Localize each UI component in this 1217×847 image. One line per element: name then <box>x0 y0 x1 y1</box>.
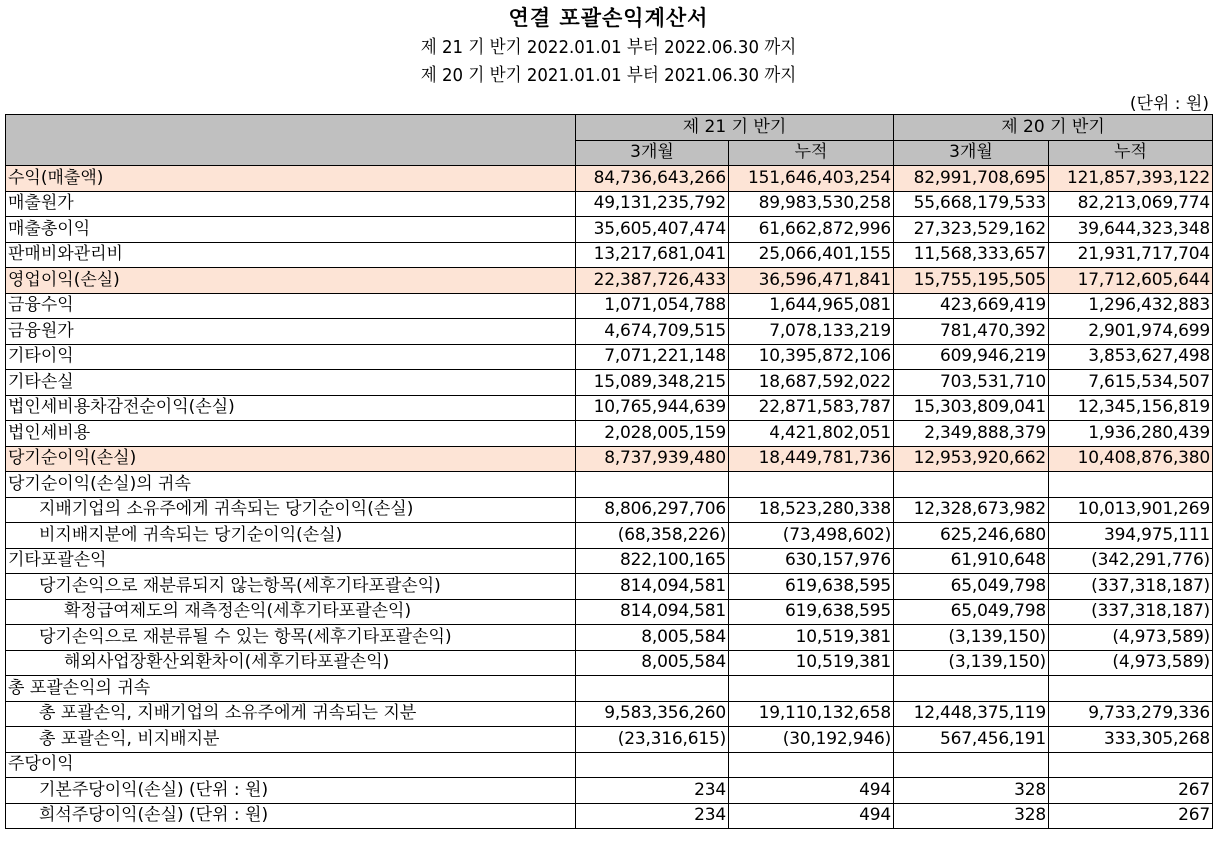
header-account-cell <box>6 115 576 166</box>
value-prior-3months: 609,946,219 <box>894 344 1049 370</box>
value-prior-cumulative: 82,213,069,774 <box>1049 191 1213 217</box>
value-prior-cumulative <box>1049 472 1213 498</box>
value-current-cumulative: 494 <box>729 803 894 829</box>
row-label: 금융원가 <box>6 319 576 345</box>
value-current-3months: 4,674,709,515 <box>576 319 729 345</box>
table-row <box>6 191 1213 217</box>
value-prior-3months: 328 <box>894 778 1049 804</box>
value-current-3months: 822,100,165 <box>576 548 729 574</box>
table-row <box>6 319 1213 345</box>
table-row <box>6 650 1213 676</box>
value-current-3months: 84,736,643,266 <box>576 166 729 192</box>
value-prior-cumulative: 1,296,432,883 <box>1049 293 1213 319</box>
value-current-cumulative <box>729 472 894 498</box>
value-prior-cumulative: 2,901,974,699 <box>1049 319 1213 345</box>
value-prior-cumulative: 39,644,323,348 <box>1049 217 1213 243</box>
table-row <box>6 523 1213 549</box>
value-current-3months: 10,765,944,639 <box>576 395 729 421</box>
value-prior-3months: 11,568,333,657 <box>894 242 1049 268</box>
value-current-cumulative: 36,596,471,841 <box>729 268 894 294</box>
value-prior-3months <box>894 676 1049 702</box>
value-current-cumulative <box>729 752 894 778</box>
value-current-cumulative: 1,644,965,081 <box>729 293 894 319</box>
row-label: 총 포괄손익, 비지배지분 <box>6 727 576 753</box>
row-label: 당기손익으로 재분류될 수 있는 항목(세후기타포괄손익) <box>6 625 576 651</box>
value-current-3months: 8,737,939,480 <box>576 446 729 472</box>
value-prior-3months: 61,910,648 <box>894 548 1049 574</box>
value-prior-cumulative: 7,615,534,507 <box>1049 370 1213 396</box>
value-current-3months: 49,131,235,792 <box>576 191 729 217</box>
value-current-cumulative: 61,662,872,996 <box>729 217 894 243</box>
value-current-cumulative: 89,983,530,258 <box>729 191 894 217</box>
table-row <box>6 548 1213 574</box>
value-current-cumulative <box>729 676 894 702</box>
value-current-cumulative: 25,066,401,155 <box>729 242 894 268</box>
value-prior-3months: 65,049,798 <box>894 599 1049 625</box>
value-current-3months <box>576 472 729 498</box>
row-label: 법인세비용차감전순이익(손실) <box>6 395 576 421</box>
table-row <box>6 727 1213 753</box>
value-prior-cumulative <box>1049 676 1213 702</box>
row-label: 금융수익 <box>6 293 576 319</box>
table-row <box>6 242 1213 268</box>
value-prior-3months: 15,755,195,505 <box>894 268 1049 294</box>
value-current-3months <box>576 676 729 702</box>
income-statement-table <box>5 114 1213 829</box>
value-prior-3months: 567,456,191 <box>894 727 1049 753</box>
value-prior-3months: 12,448,375,119 <box>894 701 1049 727</box>
table-row <box>6 217 1213 243</box>
value-prior-cumulative: 121,857,393,122 <box>1049 166 1213 192</box>
header-period-prior: 제 20 기 반기 <box>894 115 1213 141</box>
value-prior-3months: 2,349,888,379 <box>894 421 1049 447</box>
table-row <box>6 395 1213 421</box>
value-current-cumulative: 630,157,976 <box>729 548 894 574</box>
table-row <box>6 599 1213 625</box>
header-current-cumulative: 누적 <box>729 140 894 166</box>
table-row <box>6 676 1213 702</box>
value-prior-3months <box>894 752 1049 778</box>
value-current-3months: 9,583,356,260 <box>576 701 729 727</box>
value-prior-3months: (3,139,150) <box>894 650 1049 676</box>
row-label: 매출원가 <box>6 191 576 217</box>
value-current-3months <box>576 752 729 778</box>
table-row <box>6 778 1213 804</box>
value-current-3months: 1,071,054,788 <box>576 293 729 319</box>
value-current-3months: 7,071,221,148 <box>576 344 729 370</box>
row-label: 기타손실 <box>6 370 576 396</box>
table-row <box>6 421 1213 447</box>
value-prior-cumulative: 21,931,717,704 <box>1049 242 1213 268</box>
value-prior-3months: (3,139,150) <box>894 625 1049 651</box>
row-label: 수익(매출액) <box>6 166 576 192</box>
value-prior-cumulative: 17,712,605,644 <box>1049 268 1213 294</box>
value-current-3months: 814,094,581 <box>576 599 729 625</box>
table-row <box>6 268 1213 294</box>
value-current-cumulative: 10,519,381 <box>729 625 894 651</box>
period-line-prior: 제 20 기 반기 2021.01.01 부터 2021.06.30 까지 <box>420 65 797 86</box>
value-prior-3months: 12,953,920,662 <box>894 446 1049 472</box>
row-label: 당기손익으로 재분류되지 않는항목(세후기타포괄손익) <box>6 574 576 600</box>
value-prior-cumulative: 1,936,280,439 <box>1049 421 1213 447</box>
value-current-cumulative: 619,638,595 <box>729 599 894 625</box>
value-current-3months: 2,028,005,159 <box>576 421 729 447</box>
row-label: 매출총이익 <box>6 217 576 243</box>
table-body <box>6 166 1213 829</box>
value-prior-3months: 15,303,809,041 <box>894 395 1049 421</box>
value-prior-cumulative: 267 <box>1049 778 1213 804</box>
document-title: 연결 포괄손익계산서 <box>508 6 709 30</box>
value-prior-3months: 65,049,798 <box>894 574 1049 600</box>
row-label: 판매비와관리비 <box>6 242 576 268</box>
value-current-3months: 15,089,348,215 <box>576 370 729 396</box>
value-prior-cumulative: 12,345,156,819 <box>1049 395 1213 421</box>
value-prior-3months: 703,531,710 <box>894 370 1049 396</box>
value-prior-3months: 781,470,392 <box>894 319 1049 345</box>
row-label: 총 포괄손익, 지배기업의 소유주에게 귀속되는 지분 <box>6 701 576 727</box>
value-prior-3months: 423,669,419 <box>894 293 1049 319</box>
value-current-3months: 35,605,407,474 <box>576 217 729 243</box>
value-prior-cumulative: 267 <box>1049 803 1213 829</box>
row-label: 기타이익 <box>6 344 576 370</box>
table-row <box>6 344 1213 370</box>
row-label: 지배기업의 소유주에게 귀속되는 당기순이익(손실) <box>6 497 576 523</box>
value-current-cumulative: (73,498,602) <box>729 523 894 549</box>
value-current-cumulative: 22,871,583,787 <box>729 395 894 421</box>
header-period-current: 제 21 기 반기 <box>576 115 894 141</box>
row-label: 해외사업장환산외환차이(세후기타포괄손익) <box>6 650 576 676</box>
value-current-3months: 234 <box>576 778 729 804</box>
table-row <box>6 752 1213 778</box>
value-prior-cumulative: 10,013,901,269 <box>1049 497 1213 523</box>
value-current-3months: (23,316,615) <box>576 727 729 753</box>
value-prior-3months: 625,246,680 <box>894 523 1049 549</box>
value-prior-3months <box>894 472 1049 498</box>
value-current-cumulative: 18,449,781,736 <box>729 446 894 472</box>
row-label: 희석주당이익(손실) (단위 : 원) <box>6 803 576 829</box>
value-prior-3months: 55,668,179,533 <box>894 191 1049 217</box>
row-label: 기본주당이익(손실) (단위 : 원) <box>6 778 576 804</box>
row-label: 법인세비용 <box>6 421 576 447</box>
table-row <box>6 446 1213 472</box>
value-current-cumulative: 10,519,381 <box>729 650 894 676</box>
row-label: 비지배지분에 귀속되는 당기순이익(손실) <box>6 523 576 549</box>
value-current-3months: 8,005,584 <box>576 625 729 651</box>
value-current-3months: 8,005,584 <box>576 650 729 676</box>
row-label: 주당이익 <box>6 752 576 778</box>
value-current-3months: 22,387,726,433 <box>576 268 729 294</box>
value-current-cumulative: 7,078,133,219 <box>729 319 894 345</box>
value-current-3months: 8,806,297,706 <box>576 497 729 523</box>
value-current-cumulative: 19,110,132,658 <box>729 701 894 727</box>
header-current-3months: 3개월 <box>576 140 729 166</box>
value-prior-3months: 27,323,529,162 <box>894 217 1049 243</box>
table-row <box>6 803 1213 829</box>
value-prior-3months: 12,328,673,982 <box>894 497 1049 523</box>
table-row <box>6 625 1213 651</box>
value-prior-cumulative: (4,973,589) <box>1049 650 1213 676</box>
value-current-cumulative: 494 <box>729 778 894 804</box>
value-prior-cumulative: (342,291,776) <box>1049 548 1213 574</box>
table-row <box>6 472 1213 498</box>
value-current-cumulative: 4,421,802,051 <box>729 421 894 447</box>
value-prior-cumulative: 394,975,111 <box>1049 523 1213 549</box>
header-row-periods <box>6 115 1213 141</box>
table-row <box>6 574 1213 600</box>
row-label: 당기순이익(손실)의 귀속 <box>6 472 576 498</box>
value-prior-cumulative: 10,408,876,380 <box>1049 446 1213 472</box>
value-current-cumulative: (30,192,946) <box>729 727 894 753</box>
value-current-3months: (68,358,226) <box>576 523 729 549</box>
value-prior-3months: 82,991,708,695 <box>894 166 1049 192</box>
value-prior-3months: 328 <box>894 803 1049 829</box>
value-prior-cumulative: (337,318,187) <box>1049 599 1213 625</box>
table-row <box>6 701 1213 727</box>
value-prior-cumulative: 333,305,268 <box>1049 727 1213 753</box>
row-label: 당기순이익(손실) <box>6 446 576 472</box>
row-label: 확정급여제도의 재측정손익(세후기타포괄손익) <box>6 599 576 625</box>
period-line-current: 제 21 기 반기 2022.01.01 부터 2022.06.30 까지 <box>420 37 797 58</box>
value-current-3months: 13,217,681,041 <box>576 242 729 268</box>
value-current-cumulative: 10,395,872,106 <box>729 344 894 370</box>
value-prior-cumulative: (337,318,187) <box>1049 574 1213 600</box>
value-prior-cumulative <box>1049 752 1213 778</box>
value-prior-cumulative: (4,973,589) <box>1049 625 1213 651</box>
value-current-3months: 814,094,581 <box>576 574 729 600</box>
header-prior-3months: 3개월 <box>894 140 1049 166</box>
unit-label: (단위 : 원) <box>1129 94 1209 114</box>
row-label: 기타포괄손익 <box>6 548 576 574</box>
table-row <box>6 370 1213 396</box>
table-row <box>6 293 1213 319</box>
value-current-cumulative: 151,646,403,254 <box>729 166 894 192</box>
row-label: 영업이익(손실) <box>6 268 576 294</box>
header-prior-cumulative: 누적 <box>1049 140 1213 166</box>
value-prior-cumulative: 3,853,627,498 <box>1049 344 1213 370</box>
value-current-cumulative: 18,523,280,338 <box>729 497 894 523</box>
table-row <box>6 497 1213 523</box>
value-current-cumulative: 619,638,595 <box>729 574 894 600</box>
value-prior-cumulative: 9,733,279,336 <box>1049 701 1213 727</box>
value-current-cumulative: 18,687,592,022 <box>729 370 894 396</box>
row-label: 총 포괄손익의 귀속 <box>6 676 576 702</box>
value-current-3months: 234 <box>576 803 729 829</box>
table-row <box>6 166 1213 192</box>
